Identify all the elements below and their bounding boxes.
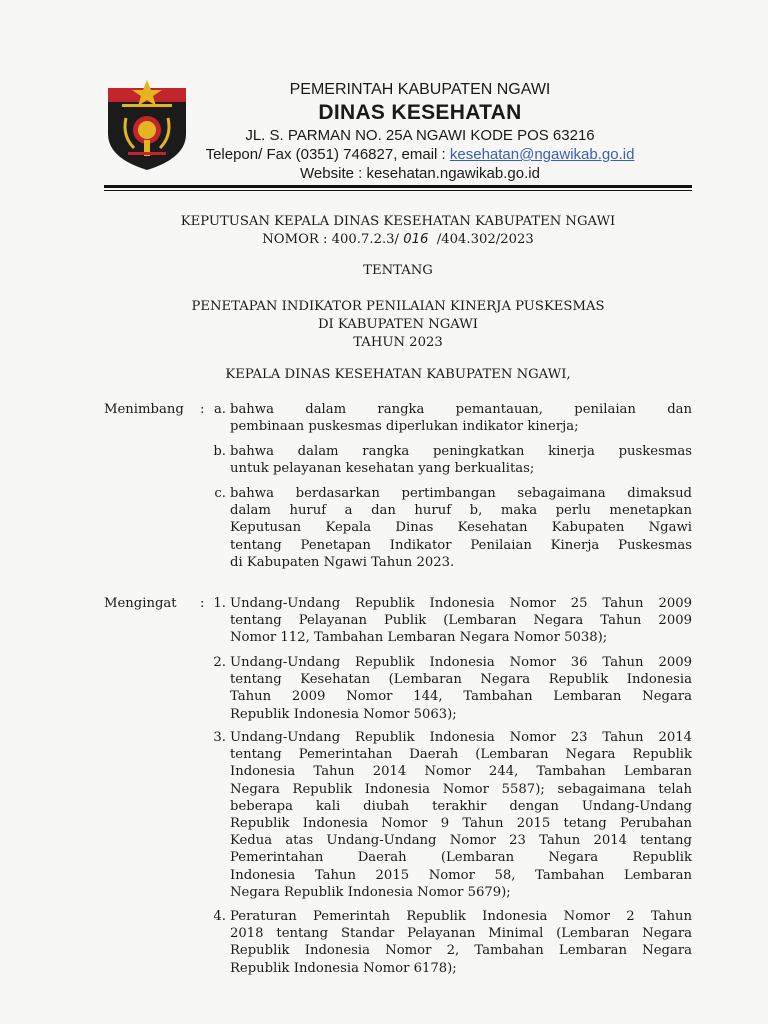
mengingat-marker-3: 3. (213, 730, 226, 745)
menimbang-label: Menimbang (104, 402, 184, 417)
list-item-line: Undang-Undang Republik Indonesia Nomor 23 Tahun 2014 (230, 730, 692, 745)
list-item-line: Peraturan Pemerintah Republik Indonesia Nomor 2 Tahun (230, 909, 692, 924)
menimbang-item-a (230, 401, 692, 435)
list-item-line: Republik Indonesia Nomor 9 Tahun 2015 tetang Perubahan (230, 816, 692, 832)
list-item-line: Indonesia Tahun 2015 Nomor 58, Tambahan Lembaran (230, 867, 692, 883)
list-item-line: Republik Indonesia Nomor 5063); (230, 706, 457, 722)
menimbang-marker-b: b. (213, 444, 226, 459)
mengingat-label: Mengingat (104, 596, 177, 611)
list-item-line: dalam huruf a dan huruf b, maka perlu menetapkan (230, 503, 692, 519)
list-item-line: Republik Indonesia Nomor 2, Tambahan Lembaran Negara (230, 943, 692, 959)
list-item-line: tentang Penetapan Indikator Penilaian Kinerja Puskesmas (230, 537, 692, 553)
list-item-line: Indonesia Tahun 2014 Nomor 244, Tambahan Lembaran (230, 764, 692, 780)
mengingat-item-4 (230, 908, 692, 977)
letterhead-rule-thin (104, 190, 692, 191)
mengingat-item-3 (230, 729, 692, 901)
list-item-line: Undang-Undang Republik Indonesia Nomor 36 Tahun 2009 (230, 655, 692, 670)
mengingat-marker-1: 1. (213, 596, 226, 611)
list-item-line: Undang-Undang Republik Indonesia Nomor 25 Tahun 2009 (230, 596, 692, 611)
menimbang-colon: : (200, 402, 205, 417)
issuer-line: KEPALA DINAS KESEHATAN KABUPATEN NGAWI, (225, 367, 571, 382)
list-item-line: bahwa berdasarkan pertimbangan sebagaimana dimaksud (230, 486, 692, 501)
decree-subject-line1: PENETAPAN INDIKATOR PENILAIAN KINERJA PUSKESMAS (191, 299, 605, 314)
decree-title: KEPUTUSAN KEPALA DINAS KESEHATAN KABUPATEN NGAWI (180, 214, 616, 229)
list-item-line: bahwa dalam rangka pemantauan, penilaian dan (230, 402, 692, 417)
list-item-line: Pemerintahan Daerah (Lembaran Negara Republik (230, 850, 692, 866)
list-item-line: Negara Republik Indonesia Nomor 5587); sebagaimana telah (230, 781, 692, 797)
ngawi-regency-emblem-icon (104, 78, 190, 172)
mengingat-item-2 (230, 654, 692, 723)
menimbang-marker-c: c. (214, 486, 226, 501)
decree-number-handwritten: 016 (403, 232, 429, 247)
decree-heading (104, 213, 692, 249)
letterhead-phone: Telepon/ Fax (0351) 746827, email : (205, 146, 450, 163)
list-item-line: Tahun 2009 Nomor 144, Tambahan Lembaran Negara (230, 689, 692, 705)
letterhead-government: PEMERINTAH KABUPATEN NGAWI (289, 81, 551, 98)
list-item-line: pembinaan puskesmas diperlukan indikator kinerja; (230, 419, 579, 435)
list-item-line: tentang Pelayanan Publik (Lembaran Negara Tahun 2009 (230, 613, 692, 629)
list-item-line: tentang Kesehatan (Lembaran Negara Republik Indonesia (230, 672, 692, 688)
letterhead-website: Website : kesehatan.ngawikab.go.id (300, 165, 540, 182)
tentang-label: TENTANG (363, 263, 433, 278)
list-item-line: Kedua atas Undang-Undang Nomor 23 Tahun 2014 tentang (230, 833, 692, 849)
list-item-line: Nomor 112, Tambahan Lembaran Negara Nomor 5038); (230, 630, 608, 646)
decree-number-prefix: NOMOR : 400.7.2.3/ (262, 232, 400, 247)
decree-number (104, 231, 692, 249)
decree-subject-line3: TAHUN 2023 (353, 335, 443, 350)
mengingat-marker-4: 4. (213, 909, 226, 924)
list-item-line: beberapa kali diubah terakhir dengan Undang-Undang (230, 798, 692, 814)
menimbang-marker-a: a. (213, 402, 226, 417)
menimbang-item-c (230, 485, 692, 571)
mengingat-colon: : (200, 596, 205, 611)
letterhead-address: JL. S. PARMAN NO. 25A NGAWI KODE POS 63216 (245, 127, 595, 144)
email-link[interactable]: kesehatan@ngawikab.go.id (449, 146, 635, 163)
list-item-line: 2018 tentang Standar Pelayanan Minimal (Lembaran Negara (230, 926, 692, 942)
list-item-line: Republik Indonesia Nomor 6178); (230, 960, 457, 976)
decree-subject (104, 298, 692, 352)
list-item-line: di Kabupaten Ngawi Tahun 2023. (230, 554, 455, 570)
letterhead-rule-thick (104, 185, 692, 188)
mengingat-item-1 (230, 595, 692, 647)
list-item-line: untuk pelayanan kesehatan yang berkualitas; (230, 461, 535, 477)
letterhead (190, 80, 650, 183)
list-item-line: tentang Pemerintahan Daerah (Lembaran Negara Republik (230, 747, 692, 763)
mengingat-marker-2: 2. (213, 655, 226, 670)
menimbang-item-b (230, 443, 692, 477)
letterhead-agency: DINAS KESEHATAN (318, 101, 522, 124)
list-item-line: Negara Republik Indonesia Nomor 5679); (230, 884, 511, 900)
list-item-line: Keputusan Kepala Dinas Kesehatan Kabupaten Ngawi (230, 520, 692, 536)
decree-number-suffix: /404.302/2023 (436, 232, 534, 247)
decree-subject-line2: DI KABUPATEN NGAWI (317, 317, 479, 332)
letterhead-contact (190, 145, 650, 164)
list-item-line: bahwa dalam rangka peningkatkan kinerja puskesmas (230, 444, 692, 459)
